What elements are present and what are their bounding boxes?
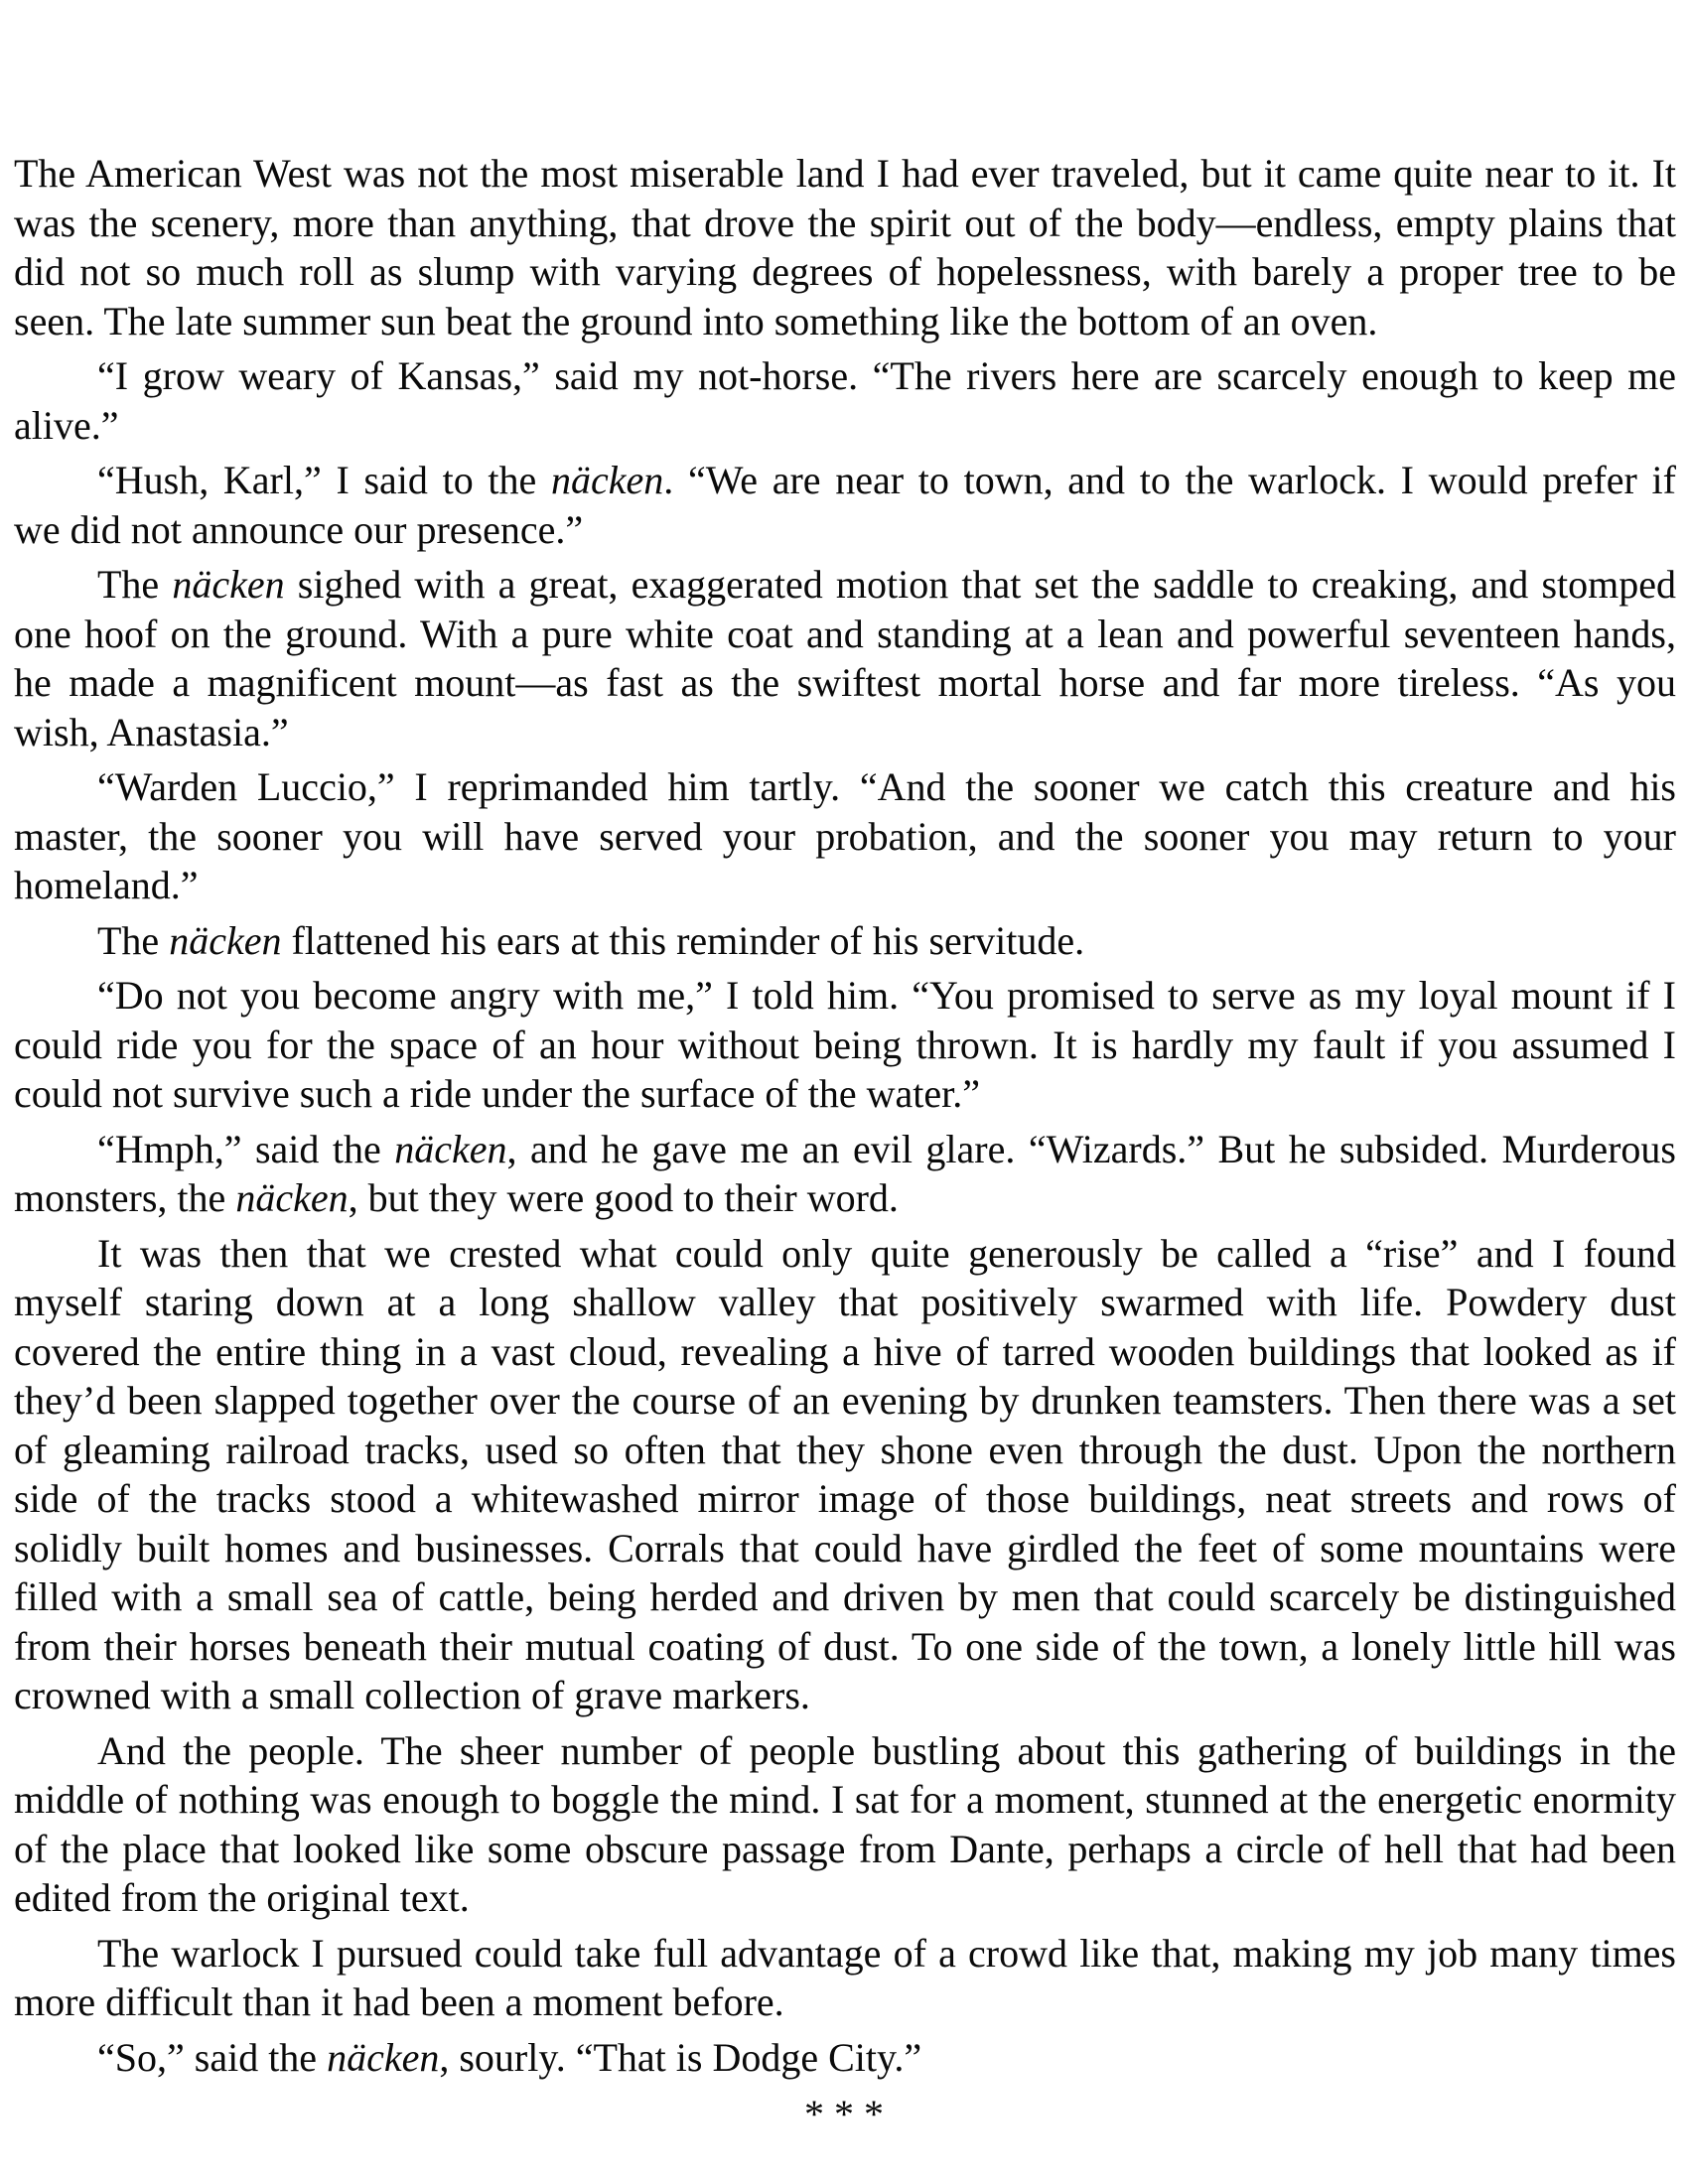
text-line: they’d been slapped together over the course of an evening by drunken teamsters. Then there was a set xyxy=(14,1378,1676,1423)
text-line: master, the sooner you will have served your probation, and the sooner you may return to your xyxy=(14,813,1676,859)
text-line: “So,” said the näcken, sourly. “That is Dodge City.” xyxy=(97,2034,922,2080)
text-line: “I grow weary of Kansas,” said my not-horse. “The rivers here are scarcely enough to keep me xyxy=(97,353,1676,398)
text-line: of gleaming railroad tracks, used so often that they shone even through the dust. Upon the northern xyxy=(14,1427,1676,1472)
text-line: did not so much roll as slump with varying degrees of hopelessness, with barely a proper tree to be xyxy=(14,249,1676,294)
italic-word: näcken xyxy=(327,2034,440,2080)
text-line: he made a magnificent mount—as fast as the swiftest mortal horse and far more tireless. “As you xyxy=(14,660,1676,705)
text-line: more difficult than it had been a moment before. xyxy=(14,1979,784,2024)
text-line: “Hmph,” said the näcken, and he gave me an evil glare. “Wizards.” But he subsided. Murderous xyxy=(97,1126,1676,1171)
italic-word: näcken xyxy=(394,1126,507,1171)
text-line: middle of nothing was enough to boggle the mind. I sat for a moment, stunned at the energetic enormity xyxy=(14,1777,1676,1822)
text-line: crowned with a small collection of grave markers. xyxy=(14,1673,810,1717)
italic-word: näcken xyxy=(172,562,285,607)
text-line: seen. The late summer sun beat the ground into something like the bottom of an oven. xyxy=(14,298,1378,343)
text-line: “Warden Luccio,” I reprimanded him tartly. “And the sooner we catch this creature and his xyxy=(97,764,1676,809)
text-line: The näcken sighed with a great, exaggerated motion that set the saddle to creaking, and stomped xyxy=(97,562,1676,607)
text-line: alive.” xyxy=(14,402,119,448)
italic-word: näcken xyxy=(235,1175,349,1220)
scene-break-asterisks: * * * xyxy=(804,2092,884,2136)
text-line: monsters, the näcken, but they were good to their word. xyxy=(14,1175,899,1220)
text-line: side of the tracks stood a whitewashed mirror image of those buildings, neat streets and rows of xyxy=(14,1476,1676,1521)
italic-word: näcken xyxy=(169,917,282,963)
text-line: edited from the original text. xyxy=(14,1875,470,1920)
italic-word: näcken xyxy=(550,458,664,502)
text-line: It was then that we crested what could only quite generously be called a “rise” and I found xyxy=(97,1230,1676,1276)
text-line: wish, Anastasia.” xyxy=(14,709,289,754)
text-line: we did not announce our presence.” xyxy=(14,506,584,552)
text-line: myself staring down at a long shallow valley that positively swarmed with life. Powdery dust xyxy=(14,1280,1676,1324)
text-line: could ride you for the space of an hour without being thrown. It is hardly my fault if you assumed I xyxy=(14,1022,1676,1067)
text-line: from their horses beneath their mutual coating of dust. To one side of the town, a lonely little hill was xyxy=(14,1623,1676,1669)
text-line: one hoof on the ground. With a pure white coat and standing at a lean and powerful seventeen hands, xyxy=(14,611,1676,656)
text-line: was the scenery, more than anything, that drove the spirit out of the body—endless, empty plains that xyxy=(14,200,1676,245)
text-line: homeland.” xyxy=(14,863,199,907)
text-line: solidly built homes and businesses. Corrals that could have girdled the feet of some mountains were xyxy=(14,1525,1676,1570)
text-line: filled with a small sea of cattle, being herded and driven by men that could scarcely be distinguished xyxy=(14,1574,1676,1619)
text-line: could not survive such a ride under the surface of the water.” xyxy=(14,1071,980,1116)
text-line: covered the entire thing in a vast cloud, revealing a hive of tarred wooden buildings that looked as if xyxy=(14,1328,1676,1374)
text-line: “Hush, Karl,” I said to the näcken. “We are near to town, and to the warlock. I would prefer if xyxy=(97,458,1676,502)
text-line: The näcken flattened his ears at this reminder of his servitude. xyxy=(97,917,1085,963)
text-line: “Do not you become angry with me,” I told him. “You promised to serve as my loyal mount if I xyxy=(97,973,1676,1018)
text-line: And the people. The sheer number of people bustling about this gathering of buildings in the xyxy=(97,1727,1676,1773)
text-line: of the place that looked like some obscure passage from Dante, perhaps a circle of hell that had been xyxy=(14,1826,1676,1871)
text-line: The warlock I pursued could take full advantage of a crowd like that, making my job many times xyxy=(97,1930,1676,1976)
text-line: The American West was not the most miserable land I had ever traveled, but it came quite near to it. It xyxy=(14,151,1676,196)
